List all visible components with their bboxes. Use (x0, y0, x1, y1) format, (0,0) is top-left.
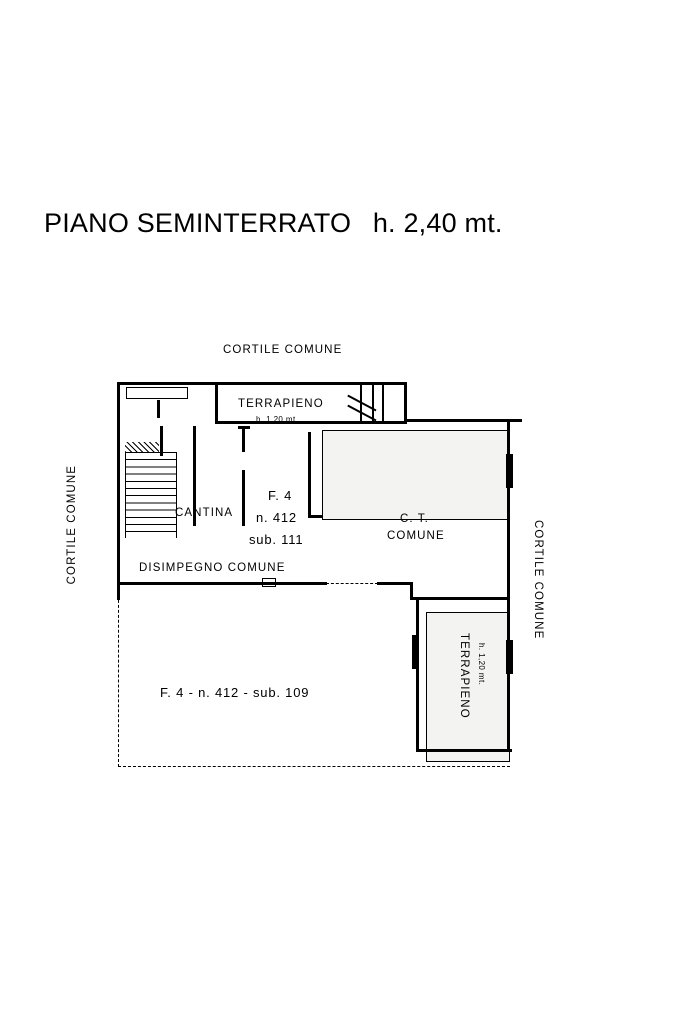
page-title (44, 208, 503, 239)
wall-terrapieno-right-outer (416, 597, 419, 752)
boundary-dashed-bottom (118, 766, 510, 767)
opening-terrapieno-right-west (412, 635, 419, 669)
detail-grate-line-2 (372, 385, 374, 421)
room-label-ct-line2: COMUNE (387, 530, 445, 542)
room-label-disimpegno: DISIMPEGNO COMUNE (139, 562, 286, 574)
page-title-height: h. 2,40 mt. (372, 208, 503, 238)
room-sublabel-terrapieno-top: h. 1,20 mt. (256, 415, 299, 424)
wall-cantina-doorhead (238, 426, 250, 429)
wall-upper-right-horizontal (404, 419, 522, 422)
floor-plan (60, 330, 620, 810)
wall-top-right-return (404, 382, 407, 422)
wall-top (117, 382, 407, 385)
boundary-dashed-left (118, 585, 119, 767)
room-ct-comune (322, 430, 510, 520)
wall-unit111-right (308, 432, 311, 518)
wall-disimpegno-bottom-left (117, 582, 327, 585)
hatch-landing (125, 442, 159, 452)
label-cortile-comune-top: CORTILE COMUNE (223, 344, 343, 356)
shape-disimpegno-opening (262, 578, 276, 587)
wall-cantina-right-top (242, 426, 245, 452)
room-label-ct-line1: C. T. (400, 513, 429, 525)
wall-left-upper (117, 382, 120, 600)
wall-disimpegno-bottom-right (377, 582, 413, 585)
wall-terrapieno-left (215, 382, 218, 424)
page-title-main: PIANO SEMINTERRATO (44, 208, 352, 238)
detail-grate-line-3 (382, 385, 384, 421)
wall-below-ct (410, 597, 510, 600)
label-cortile-comune-right: CORTILE COMUNE (532, 520, 544, 640)
wall-terrapieno-right-bottom (416, 749, 512, 752)
wall-cantina-right-bottom (242, 470, 245, 526)
wall-stair-top-return (160, 426, 163, 456)
threshold-dashed-disimpegno (326, 583, 378, 584)
opening-terrapieno-right-east (506, 640, 513, 674)
label-cortile-comune-left: CORTILE COMUNE (66, 465, 78, 585)
room-label-unit111-line1: F. 4 (268, 488, 293, 503)
wall-terrapieno-bottom (215, 421, 407, 424)
stair-run (125, 452, 177, 538)
wall-top-left-niche-divider (157, 400, 160, 418)
room-label-unit111-line3: sub. 111 (249, 532, 304, 547)
wall-terrapieno-right-east (507, 597, 510, 752)
wall-right-upper (507, 419, 510, 600)
shape-top-left-niche (126, 387, 188, 399)
room-label-unit109: F. 4 - n. 412 - sub. 109 (160, 685, 310, 700)
room-label-cantina: CANTINA (175, 507, 234, 519)
room-label-unit111-line2: n. 412 (256, 510, 297, 525)
room-label-terrapieno-top: TERRAPIENO (238, 398, 324, 410)
room-label-terrapieno-right: TERRAPIENO (458, 633, 470, 719)
room-sublabel-terrapieno-right: h. 1,20 mt. (477, 643, 486, 686)
